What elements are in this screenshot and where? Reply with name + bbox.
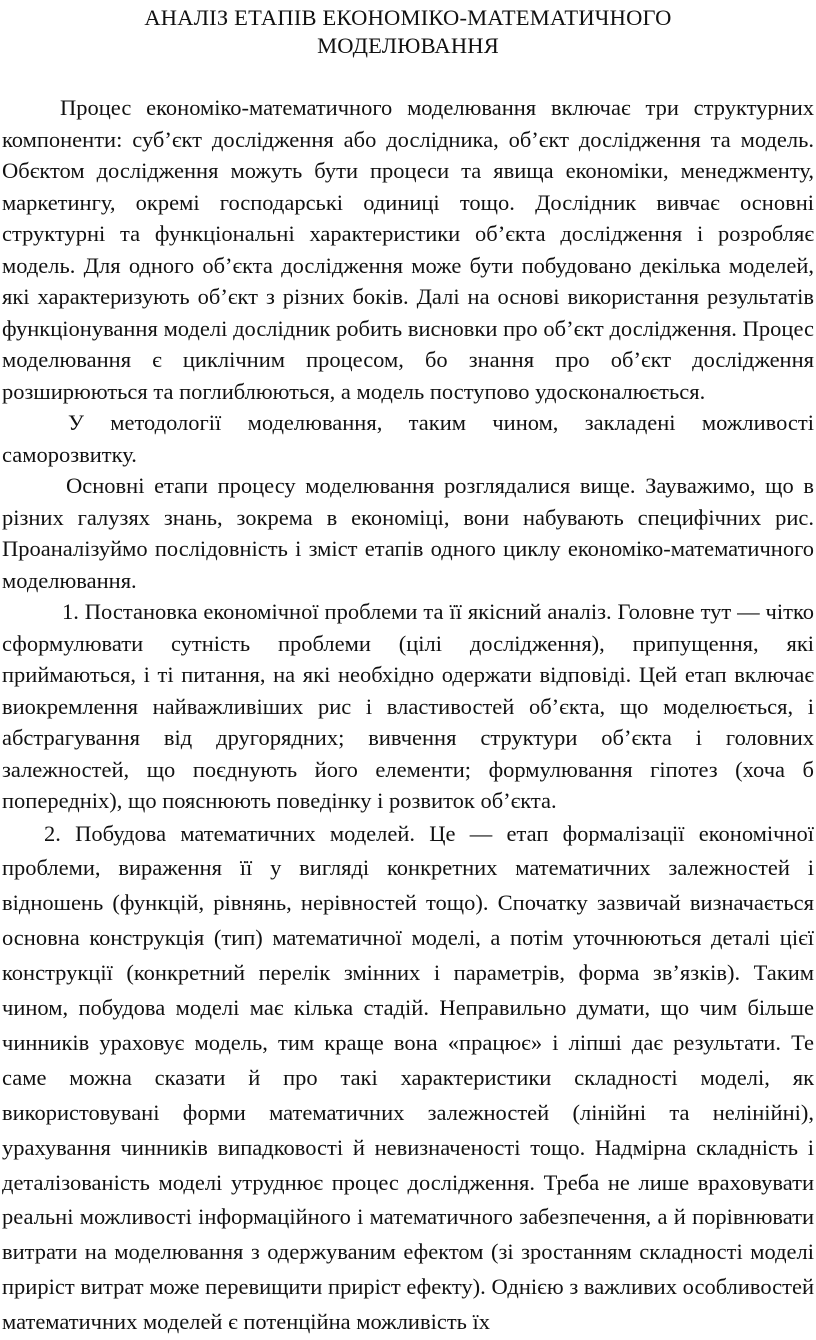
paragraph-main-stages: Основні етапи процесу моделювання розглядалися вище. Зауважимо, що в різних галузях знань, зокрема в економіці, вони набувають специфічних рис. Проаналізуймо послідовність і зміст етапів одного циклу економіко-математичного моделювання. <box>2 470 814 596</box>
title-line-2: МОДЕЛЮВАННЯ <box>2 32 814 60</box>
document-title <box>2 4 814 60</box>
title-line-1: АНАЛІЗ ЕТАПІВ ЕКОНОМІКО-МАТЕМАТИЧНОГО <box>2 4 814 32</box>
paragraph-modeling-process: Процес економіко-математичного моделювання включає три структурних компоненти: суб’єкт дослідження або дослідника, об’єкт дослідження та модель. Обєктом дослідження можуть бути процеси та явища економіки, менеджменту, маркетингу, окремі господарські одиниці тощо. Дослідник вивчає основні структурні та функціональні характеристики об’єкта дослідження і розробляє модель. Для одного об’єкта дослідження може бути побудовано декілька моделей, які характеризують об’єкт з різних боків. Далі на основі використання результатів функціонування моделі дослідник робить висновки про об’єкт дослідження. Процес моделювання є циклічним процесом, бо знання про об’єкт дослідження розширюються та поглиблюються, а модель поступово удосконалюється. <box>2 92 814 407</box>
paragraph-self-development: У методології моделювання, таким чином, закладені можливості саморозвитку. <box>2 407 814 470</box>
paragraph-stage-2: 2. Побудова математичних моделей. Це — етап формалізації економічної проблеми, вираження її у вигляді конкретних математичних залежностей і відношень (функцій, рівнянь, нерівностей тощо). Спочатку зазвичай визначається основна конструкція (тип) математичної моделі, а потім уточнюються деталі цієї конструкції (конкретний перелік змінних і параметрів, форма зв’язків). Таким чином, побудова моделі має кілька стадій. Неправильно думати, що чим більше чинників ураховує модель, тим краще вона «працює» і ліпші дає результати. Те саме можна сказати й про такі характеристики складності моделі, як використовувані форми математичних залежностей (лінійні та нелінійні), урахування чинників випадковості й невизначеності тощо. Надмірна складність і деталізованість моделі утруднює процес дослідження. Треба не лише враховувати реальні можливості інформаційного і математичного забезпечення, а й порівнювати витрати на моделювання з одержуваним ефектом (зі зростанням складності моделі приріст витрат може перевищити приріст ефекту). Однією з важливих особливостей математичних моделей є потенційна можливість їх <box>2 817 814 1340</box>
paragraph-stage-1: 1. Постановка економічної проблеми та її якісний аналіз. Головне тут — чітко сформулювати сутність проблеми (цілі дослідження), припущення, які приймаються, і ті питання, на які необхідно одержати відповіді. Цей етап включає виокремлення найважливіших рис і властивостей об’єкта, що моделюється, і абстрагування від другорядних; вивчення структури об’єкта і головних залежностей, що поєднують його елементи; формулювання гіпотез (хоча б попередніх), що пояснюють поведінку і розвиток об’єкта. <box>2 596 814 817</box>
